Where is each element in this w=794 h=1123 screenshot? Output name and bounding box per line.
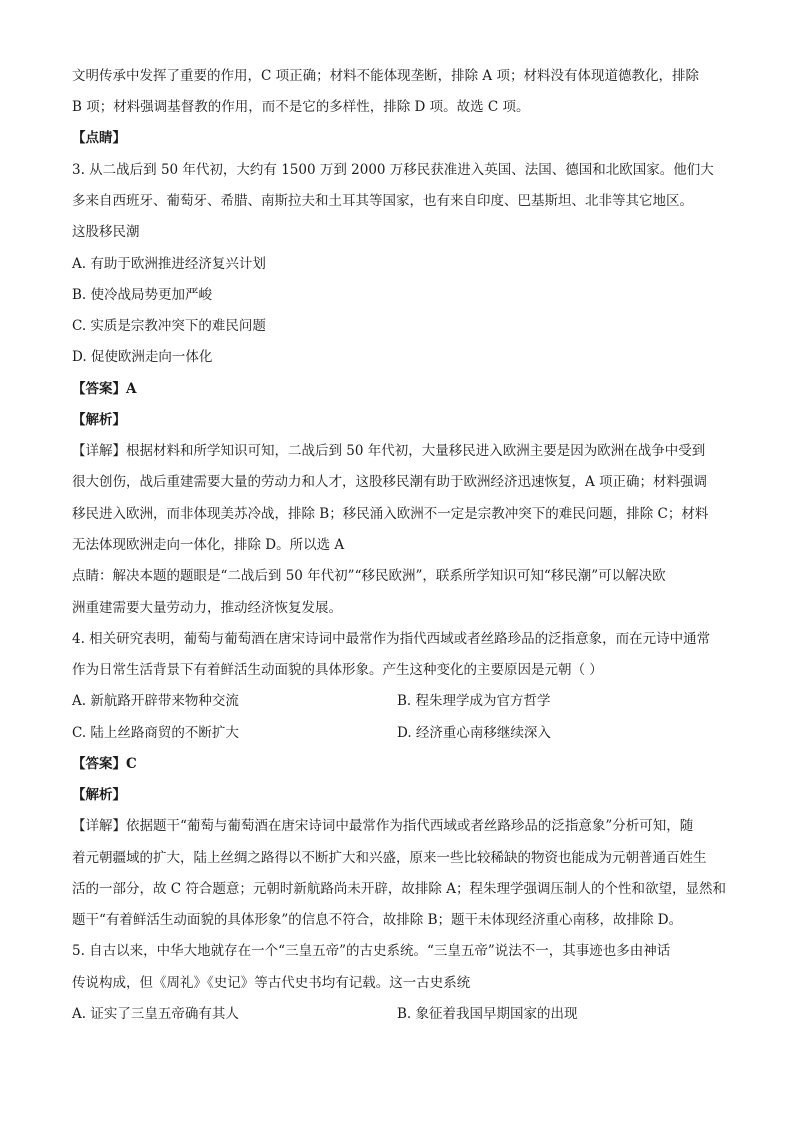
detail-text: 题干“有着鲜活生动面貌的具体形象”的信息不符合，故排除 B；题干未体现经济重心南移，故排除 D。 <box>72 912 683 928</box>
q4-option-d: D. 经济重心南移继续深入 <box>397 725 551 741</box>
q5-option-b: B. 象征着我国早期国家的出现 <box>397 1006 578 1022</box>
answer-tag: 【答案】A <box>72 381 137 397</box>
option-d: D. 促使欧洲走向一体化 <box>72 349 213 365</box>
analysis-tag: 【解析】 <box>72 412 126 428</box>
q4-option-a: A. 新航路开辟带来物种交流 <box>72 693 239 709</box>
analysis-tag: 【解析】 <box>72 787 126 803</box>
detail-text: 【详解】根据材料和所学知识可知，二战后到 50 年代初，大量移民进入欧洲主要是因为欧洲在战争中受到 <box>72 443 706 459</box>
detail-text: 【详解】依据题干“葡萄与葡萄酒在唐宋诗词中最常作为指代西域或者丝路珍品的泛指意象”分析可知，随 <box>72 818 694 834</box>
question-3-text: 3. 从二战后到 50 年代初，大约有 1500 万到 2000 万移民获准进入英国、法国、德国和北欧国家。他们大 <box>72 162 714 178</box>
detail-text: 很大创伤，战后重建需要大量的劳动力和人才，这股移民潮有助于欧洲经济迅速恢复，A 项正确；材料强调 <box>72 474 708 490</box>
tip-text: 点睛：解决本题的题眼是“二战后到 50 年代初”“移民欧洲”，联系所学知识可知“移民潮”可以解决欧 <box>72 568 666 584</box>
option-b: B. 使冷战局势更加严峻 <box>72 287 213 303</box>
tip-text: 洲重建需要大量劳动力，推动经济恢复发展。 <box>72 600 342 616</box>
question-4-text: 作为日常生活背景下有着鲜活生动面貌的具体形象。产生这种变化的主要原因是元朝（ ） <box>72 662 603 678</box>
text-line: B 项；材料强调基督教的作用，而不是它的多样性，排除 D 项。故选 C 项。 <box>72 99 530 115</box>
question-5-text: 传说构成，但《周礼》《史记》等古代史书均有记载。这一古史系统 <box>72 975 471 991</box>
section-tag: 【点睛】 <box>72 130 126 146</box>
option-a: A. 有助于欧洲推进经济复兴计划 <box>72 256 266 272</box>
question-4-text: 4. 相关研究表明，葡萄与葡萄酒在唐宋诗词中最常作为指代西域或者丝路珍品的泛指意象，而在元诗中通常 <box>72 631 711 647</box>
detail-text: 无法体现欧洲走向一体化，排除 D。所以选 A <box>72 537 345 553</box>
question-3-text: 多来自西班牙、葡萄牙、希腊、南斯拉夫和土耳其等国家，也有来自印度、巴基斯坦、北非等其它地区。 <box>72 193 693 209</box>
q4-option-c: C. 陆上丝路商贸的不断扩大 <box>72 725 239 741</box>
question-3-text: 这股移民潮 <box>72 224 140 240</box>
text-line: 文明传承中发挥了重要的作用，C 项正确；材料不能体现垄断，排除 A 项；材料没有体现道德教化，排除 <box>72 68 699 84</box>
detail-text: 移民进入欧洲，而非体现美苏冷战，排除 B；移民涌入欧洲不一定是宗教冲突下的难民问题，排除 C；材料 <box>72 506 709 522</box>
detail-text: 活的一部分，故 C 符合题意；元朝时新航路尚未开辟，故排除 A；程朱理学强调压制人的个性和欲望，显然和 <box>72 881 726 897</box>
detail-text: 着元朝疆域的扩大，陆上丝绸之路得以不断扩大和兴盛，原来一些比较稀缺的物资也能成为元朝普通百姓生 <box>72 850 707 866</box>
q4-option-b: B. 程朱理学成为官方哲学 <box>397 693 551 709</box>
answer-tag: 【答案】C <box>72 756 137 772</box>
q5-option-a: A. 证实了三皇五帝确有其人 <box>72 1006 239 1022</box>
question-5-text: 5. 自古以来，中华大地就存在一个“三皇五帝”的古史系统。“三皇五帝”说法不一，其事迹也多由神话 <box>72 943 671 959</box>
option-c: C. 实质是宗教冲突下的难民问题 <box>72 318 266 334</box>
